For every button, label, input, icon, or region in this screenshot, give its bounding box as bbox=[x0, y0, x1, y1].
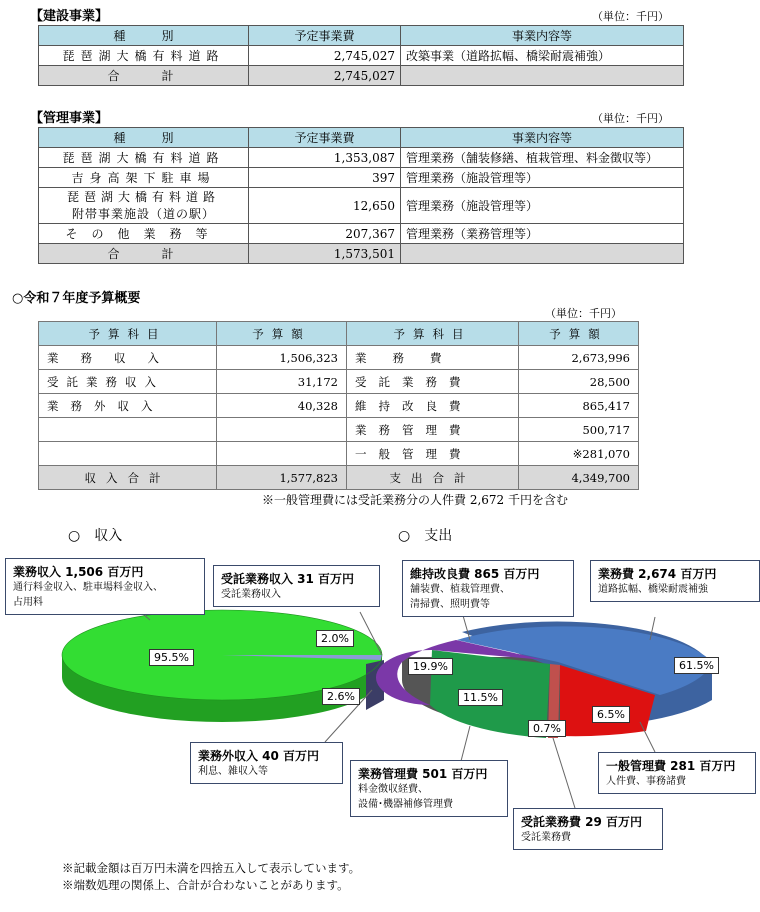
row-cost: 207,367 bbox=[249, 224, 401, 244]
row-content: 管理業務（舗装修繕、植栽管理、料金徴収等） bbox=[401, 148, 684, 168]
callout-heading: 受託業務費 29 百万円 bbox=[521, 815, 643, 829]
expense-value: 2,673,996 bbox=[519, 346, 639, 370]
expense-value: 865,417 bbox=[519, 394, 639, 418]
footnote: ※記載金額は百万円未満を四捨五入して表示しています。 bbox=[62, 861, 361, 875]
total-cost: 2,745,027 bbox=[249, 66, 401, 86]
callout-heading: 業務費 2,674 百万円 bbox=[598, 567, 717, 581]
pct-business-admin: 11.5% bbox=[458, 689, 503, 706]
row-content: 管理業務（業務管理等） bbox=[401, 224, 684, 244]
row-type: 琵琶湖大橋有料道路 bbox=[39, 46, 249, 66]
row-content: 管理業務（施設管理等） bbox=[401, 168, 684, 188]
budget-title: ○令和７年度予算概要 bbox=[12, 291, 141, 306]
expense-value: 28,500 bbox=[519, 370, 639, 394]
management-title: 【管理事業】 bbox=[30, 111, 109, 126]
pct-business-expense: 61.5% bbox=[674, 657, 719, 674]
row-type: その他業務等 bbox=[39, 224, 249, 244]
callout-detail: 舗装費、植栽管理費、 bbox=[410, 584, 510, 595]
header-income-item: 予算科目 bbox=[39, 322, 217, 346]
callout-heading: 業務収入 1,506 百万円 bbox=[13, 565, 144, 579]
expense-label: 業務費 bbox=[347, 346, 519, 370]
expense-label: 一般管理費 bbox=[347, 442, 519, 466]
header-content: 事業内容等 bbox=[401, 26, 684, 46]
callout-detail: 人件費、事務諸費 bbox=[606, 776, 686, 787]
callout-contract-expense bbox=[513, 808, 663, 850]
callout-general-admin bbox=[598, 752, 756, 794]
header-expense-item: 予算科目 bbox=[347, 322, 519, 346]
row-content: 管理業務（施設管理等） bbox=[401, 188, 684, 224]
income-label: 業務外収入 bbox=[39, 394, 217, 418]
income-label: 受託業務収入 bbox=[39, 370, 217, 394]
row-type: 吉身高架下駐車場 bbox=[39, 168, 249, 188]
income-value: 1,506,323 bbox=[217, 346, 347, 370]
total-label: 合 計 bbox=[39, 66, 249, 86]
callout-business-income bbox=[5, 558, 205, 615]
income-value: 40,328 bbox=[217, 394, 347, 418]
budget-note: ※一般管理費には受託業務分の人件費 2,672 千円を含む bbox=[262, 493, 568, 507]
expense-label: 受託業務費 bbox=[347, 370, 519, 394]
callout-heading: 業務管理費 501 百万円 bbox=[358, 767, 488, 781]
header-expense-amount: 予算額 bbox=[519, 322, 639, 346]
row-type-line2: 附帯事業施設（道の駅） bbox=[71, 206, 215, 221]
total-cost: 1,573,501 bbox=[249, 244, 401, 264]
income-value: 31,172 bbox=[217, 370, 347, 394]
header-type: 種 別 bbox=[39, 26, 249, 46]
callout-detail: 清掃費、照明費等 bbox=[410, 599, 490, 610]
income-total-label: 収入合計 bbox=[39, 466, 217, 490]
row-type-line1: 琵琶湖大橋有料道路 bbox=[66, 189, 220, 204]
expense-chart-title: ○ 支出 bbox=[398, 528, 453, 544]
callout-heading: 一般管理費 281 百万円 bbox=[606, 759, 736, 773]
total-label: 合 計 bbox=[39, 244, 249, 264]
income-total-value: 1,577,823 bbox=[217, 466, 347, 490]
callout-detail: 通行料金収入、駐車場料金収入、 bbox=[13, 582, 163, 593]
callout-detail: 料金徴収経費、 bbox=[358, 784, 428, 795]
pct-business-income: 95.5% bbox=[149, 649, 194, 666]
header-content: 事業内容等 bbox=[401, 128, 684, 148]
callout-detail: 受託業務費 bbox=[521, 832, 571, 843]
expense-label: 維持改良費 bbox=[347, 394, 519, 418]
header-type: 種 別 bbox=[39, 128, 249, 148]
callout-heading: 維持改良費 865 百万円 bbox=[410, 567, 540, 581]
budget-unit: （単位：千円） bbox=[545, 307, 622, 320]
expense-total-label: 支出合計 bbox=[347, 466, 519, 490]
expense-total-value: 4,349,700 bbox=[519, 466, 639, 490]
income-chart-title: ○ 収入 bbox=[68, 528, 123, 544]
management-unit: （単位：千円） bbox=[592, 112, 669, 125]
callout-detail: 設備･機器補修管理費 bbox=[358, 799, 453, 810]
pct-nonbusiness-income: 2.6% bbox=[322, 688, 360, 705]
expense-label: 業務管理費 bbox=[347, 418, 519, 442]
callout-nonbusiness-income bbox=[190, 742, 343, 784]
callout-business-expense bbox=[590, 560, 760, 602]
leader-line bbox=[553, 738, 575, 808]
footnote: ※端数処理の関係上、合計が合わないことがあります。 bbox=[62, 878, 349, 892]
expense-value: ※281,070 bbox=[519, 442, 639, 466]
pct-general-admin: 6.5% bbox=[592, 706, 630, 723]
row-cost: 2,745,027 bbox=[249, 46, 401, 66]
header-cost: 予定事業費 bbox=[249, 26, 401, 46]
pct-contract-expense: 0.7% bbox=[528, 720, 566, 737]
income-pie bbox=[62, 610, 384, 722]
callout-detail: 道路拡幅、橋梁耐震補強 bbox=[598, 584, 708, 595]
header-cost: 予定事業費 bbox=[249, 128, 401, 148]
pct-contract-income: 2.0% bbox=[316, 630, 354, 647]
expense-value: 500,717 bbox=[519, 418, 639, 442]
construction-unit: （単位：千円） bbox=[592, 10, 669, 23]
callout-detail: 占用料 bbox=[13, 597, 43, 608]
row-cost: 12,650 bbox=[249, 188, 401, 224]
callout-detail: 利息、雑収入等 bbox=[198, 766, 268, 777]
row-type: 琵琶湖大橋有料道路 bbox=[39, 148, 249, 168]
leader-line bbox=[640, 722, 655, 752]
callout-heading: 業務外収入 40 百万円 bbox=[198, 749, 320, 763]
callout-maintenance bbox=[402, 560, 574, 617]
construction-title: 【建設事業】 bbox=[30, 9, 109, 24]
row-cost: 397 bbox=[249, 168, 401, 188]
callout-detail: 受託業務収入 bbox=[221, 589, 281, 600]
callout-contract-income bbox=[213, 565, 380, 607]
callout-heading: 受託業務収入 31 百万円 bbox=[221, 572, 355, 586]
income-label: 業務収入 bbox=[39, 346, 217, 370]
row-cost: 1,353,087 bbox=[249, 148, 401, 168]
callout-business-admin bbox=[350, 760, 508, 817]
pct-maintenance: 19.9% bbox=[408, 658, 453, 675]
row-content: 改築事業（道路拡幅、橋梁耐震補強） bbox=[401, 46, 684, 66]
header-income-amount: 予算額 bbox=[217, 322, 347, 346]
